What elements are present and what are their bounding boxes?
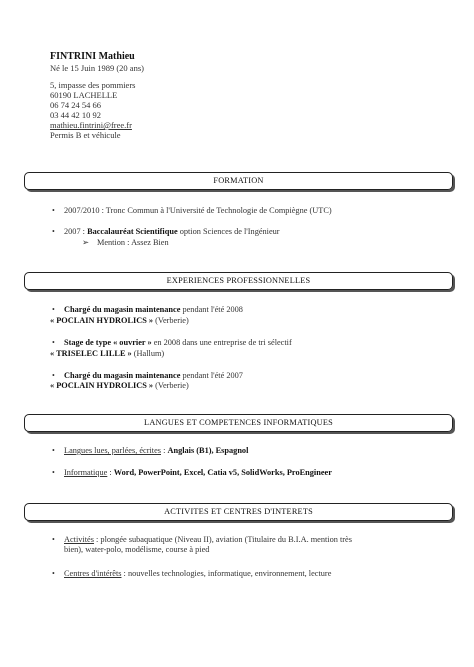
formation-item-2	[52, 227, 424, 237]
contact-header	[50, 50, 310, 140]
interests-text: : nouvelles technologies, informatique, environnement, lecture	[121, 569, 332, 578]
experience-item-3	[52, 371, 424, 381]
activites-item-1	[52, 535, 424, 545]
mention-text: Mention : Assez Bien	[96, 238, 169, 247]
section-title-langues: LANGUES ET COMPETENCES INFORMATIQUES	[24, 414, 453, 432]
formation-item-2-degree: Baccalauréat Scientifique	[87, 227, 178, 236]
experience-item-1	[52, 305, 424, 315]
bullet-icon: •	[52, 371, 55, 380]
home-phone: 03 44 42 10 92	[50, 110, 101, 120]
activites-item-2	[52, 569, 424, 579]
driving-license: Permis B et véhicule	[50, 130, 121, 140]
section-title-formation: FORMATION	[24, 172, 453, 190]
formation-item-2-prefix: 2007 :	[64, 227, 88, 236]
interests-label: Centres d'intérêts	[64, 569, 122, 578]
experience-2-company	[50, 349, 164, 359]
experience-2-role: Stage de type « ouvrier »	[64, 338, 152, 347]
bullet-icon: •	[52, 468, 55, 477]
section-title-activites: ACTIVITES ET CENTRES D'INTERETS	[24, 503, 453, 521]
formation-item-2-suffix: option Sciences de l'Ingénieur	[177, 227, 280, 236]
languages-label: Langues lues, parlées, écrites	[64, 446, 161, 455]
activities-text-2: bien), water-polo, modélisme, course à pied	[64, 545, 210, 554]
experience-1-period: pendant l'été 2008	[180, 305, 243, 314]
experience-2-period: en 2008 dans une entreprise de tri sélectif	[151, 338, 292, 347]
computing-sep: :	[107, 468, 114, 477]
experience-item-2	[52, 338, 424, 348]
mobile-phone: 06 74 24 54 66	[50, 100, 101, 110]
experience-1-company-name: « POCLAIN HYDROLICS »	[50, 316, 154, 325]
formation-item-1-text: 2007/2010 : Tronc Commun à l'Université de Technologie de Compiègne (UTC)	[64, 206, 332, 215]
experience-3-company-city: (Verberie)	[153, 381, 189, 390]
bullet-icon: •	[52, 535, 55, 544]
experience-3-company-name: « POCLAIN HYDROLICS »	[50, 381, 154, 390]
bullet-icon: •	[52, 227, 55, 236]
activities-text: : plongée subaquatique (Niveau II), aviation (Titulaire du B.I.A. mention très	[93, 535, 352, 544]
birth-date: Né le 15 Juin 1989 (20 ans)	[50, 63, 144, 73]
experience-3-company	[50, 381, 189, 391]
experience-2-company-name: « TRISELEC LILLE »	[50, 349, 132, 358]
experience-2-company-city: (Hallum)	[131, 349, 165, 358]
languages-sep: :	[161, 446, 168, 455]
bullet-icon: •	[52, 338, 55, 347]
address-line-2: 60190 LACHELLE	[50, 90, 118, 100]
formation-item-1	[52, 206, 424, 216]
bullet-icon: •	[52, 446, 55, 455]
experience-1-company	[50, 316, 189, 326]
bullet-icon: •	[52, 305, 55, 314]
full-name: FINTRINI Mathieu	[50, 51, 135, 62]
activities-label: Activités	[64, 535, 94, 544]
computing-value: Word, PowerPoint, Excel, Catia v5, SolidWorks, ProEngineer	[113, 468, 332, 477]
email-link[interactable]: mathieu.fintrini@free.fr	[50, 120, 132, 130]
formation-item-2-mention	[82, 238, 169, 248]
experience-3-period: pendant l'été 2007	[180, 371, 243, 380]
section-title-experiences: EXPERIENCES PROFESSIONNELLES	[24, 272, 453, 290]
computing-label: Informatique	[64, 468, 108, 477]
address-line-1: 5, impasse des pommiers	[50, 80, 136, 90]
experience-3-role: Chargé du magasin maintenance	[64, 371, 181, 380]
experience-1-role: Chargé du magasin maintenance	[64, 305, 181, 314]
arrow-icon: ➢	[82, 238, 89, 247]
experience-1-company-city: (Verberie)	[153, 316, 189, 325]
activites-item-1-continued	[64, 545, 424, 555]
languages-value: Anglais (B1), Espagnol	[167, 446, 249, 455]
langues-item-2	[52, 468, 424, 478]
bullet-icon: •	[52, 206, 55, 215]
bullet-icon: •	[52, 569, 55, 578]
langues-item-1	[52, 446, 424, 456]
